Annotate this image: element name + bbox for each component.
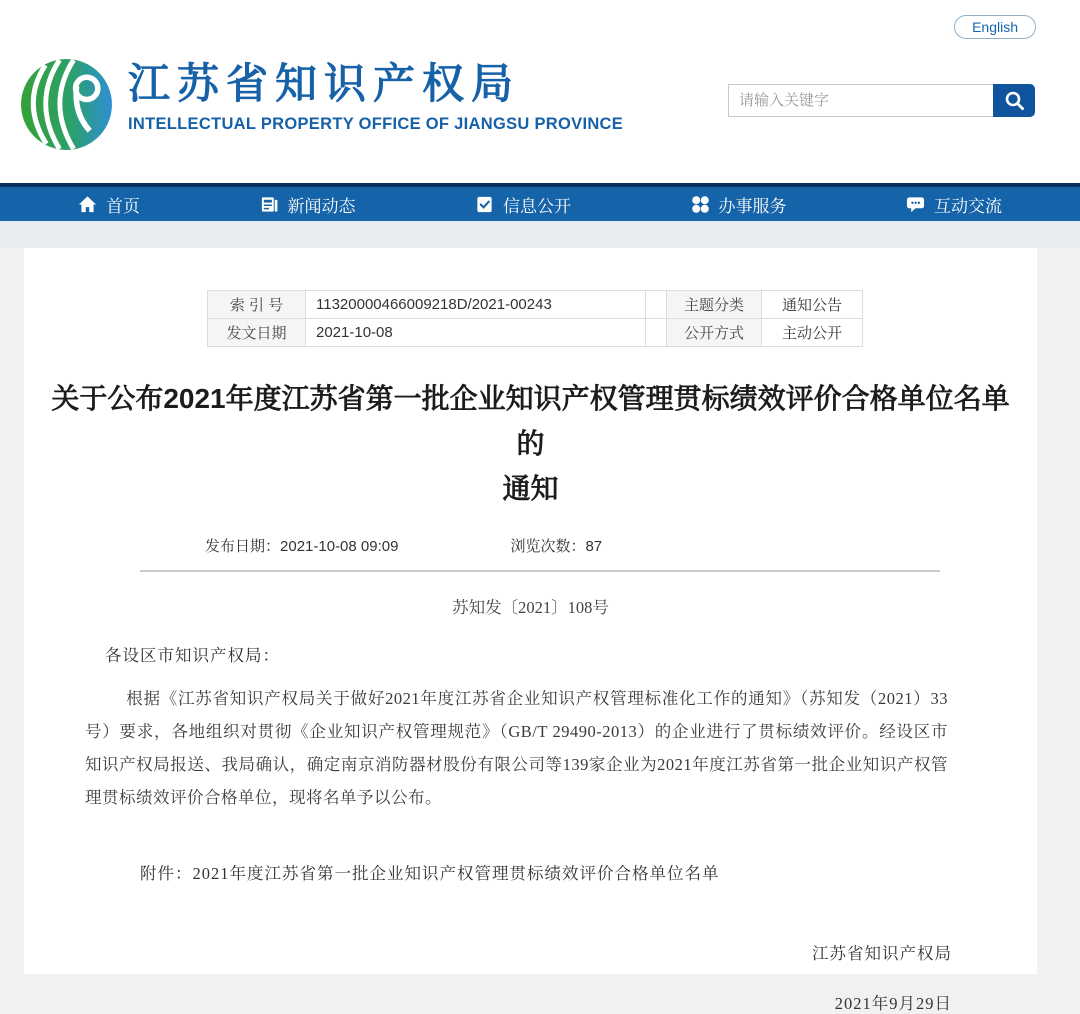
meta-spacer bbox=[646, 319, 667, 347]
nav-item-services[interactable] bbox=[691, 192, 787, 217]
table-row bbox=[208, 319, 863, 347]
document-meta-table bbox=[207, 290, 863, 347]
site-subtitle: INTELLECTUAL PROPERTY OFFICE OF JIANGSU PROVINCE bbox=[128, 115, 624, 134]
table-row bbox=[208, 291, 863, 319]
search-box bbox=[728, 84, 1035, 117]
nav-item-label: 新闻动态 bbox=[287, 196, 356, 216]
meta-topic-value: 通知公告 bbox=[762, 291, 863, 319]
search-input[interactable] bbox=[728, 84, 993, 117]
meta-publicity-value: 主动公开 bbox=[762, 319, 863, 347]
brand-block bbox=[128, 60, 623, 134]
meta-issue-date-label: 发文日期 bbox=[208, 319, 306, 347]
page-title bbox=[41, 377, 1021, 511]
section-divider bbox=[140, 570, 940, 572]
english-button[interactable]: English bbox=[954, 15, 1036, 39]
notice-body-paragraph: 根据《江苏省知识产权局关于做好2021年度江苏省企业知识产权管理标准化工作的通知》（苏知发（2021）33号）要求，各地组织对贯彻《企业知识产权管理规范》（GB/T 29490-2013）的企业进行了贯标绩效评价。经设区市知识产权局报送、我局确认，确定南京消防器材股份有限公司等139家企业为2021年度江苏省第一批企业知识产权管理贯标绩效评价合格单位，现将名单予以公布。 bbox=[85, 689, 948, 808]
header-content-gap bbox=[0, 221, 1080, 248]
nav-item-info-disclosure[interactable] bbox=[475, 192, 571, 217]
main-navigation bbox=[0, 187, 1080, 221]
services-icon bbox=[691, 195, 710, 214]
meta-index-label: 索 引 号 bbox=[208, 291, 306, 319]
publish-date: 发布日期：2021-10-08 09:09 bbox=[205, 538, 399, 556]
salutation: 各设区市知识产权局： bbox=[105, 646, 280, 666]
attachment-link[interactable]: 附件：2021年度江苏省第一批企业知识产权管理贯标绩效评价合格单位名单 bbox=[140, 864, 720, 884]
site-title: 江苏省知识产权局 bbox=[128, 60, 521, 107]
nav-item-label: 互动交流 bbox=[934, 196, 1002, 216]
nav-item-interaction[interactable] bbox=[906, 192, 1002, 217]
document-number: 苏知发〔2021〕108号 bbox=[452, 598, 609, 618]
search-icon bbox=[1004, 90, 1025, 111]
nav-item-home[interactable] bbox=[78, 192, 140, 217]
site-header bbox=[0, 0, 1080, 183]
interaction-icon bbox=[906, 195, 925, 214]
view-count: 浏览次数：87 bbox=[510, 538, 603, 556]
nav-item-label: 信息公开 bbox=[503, 196, 571, 216]
home-icon bbox=[78, 195, 97, 214]
site-logo[interactable] bbox=[18, 56, 115, 153]
sign-date: 2021年9月29日 bbox=[834, 994, 952, 1014]
meta-index-value: 11320000466009218D/2021-00243 bbox=[306, 291, 646, 319]
nav-item-label: 首页 bbox=[106, 196, 140, 216]
nav-item-label: 办事服务 bbox=[718, 196, 787, 216]
search-button[interactable] bbox=[993, 84, 1035, 117]
nav-item-news[interactable] bbox=[260, 192, 356, 217]
info-disclosure-icon bbox=[475, 195, 494, 214]
article-panel bbox=[24, 248, 1037, 1014]
page-title-line2: 通知 bbox=[502, 472, 559, 504]
publish-info-row bbox=[205, 535, 1037, 556]
page-title-line1: 关于公布2021年度江苏省第一批企业知识产权管理贯标绩效评价合格单位名单的 bbox=[51, 383, 1010, 459]
meta-spacer bbox=[646, 291, 667, 319]
signer-name: 江苏省知识产权局 bbox=[812, 944, 952, 964]
meta-issue-date-value: 2021-10-08 bbox=[306, 319, 646, 347]
meta-topic-label: 主题分类 bbox=[667, 291, 762, 319]
news-icon bbox=[260, 195, 279, 214]
meta-publicity-label: 公开方式 bbox=[667, 319, 762, 347]
